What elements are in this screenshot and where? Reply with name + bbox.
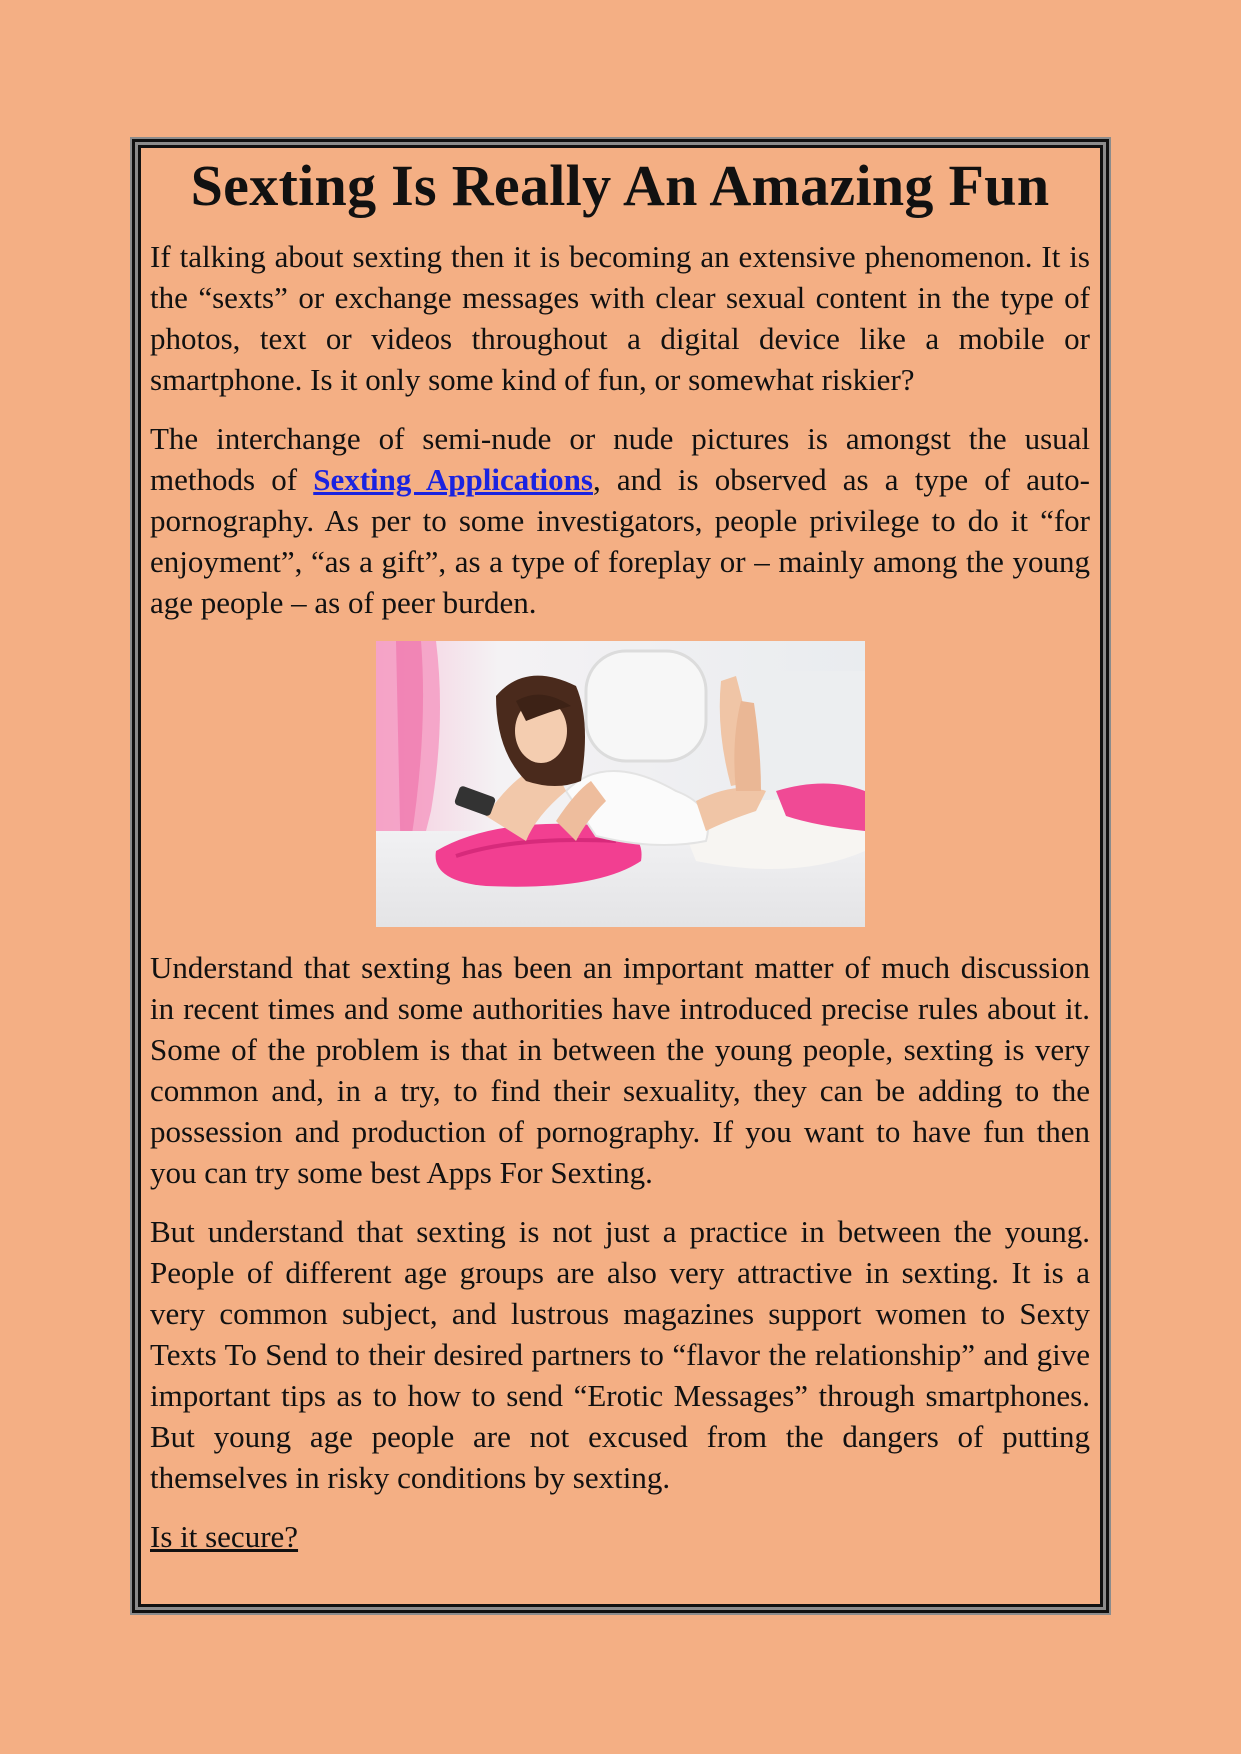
paragraph-intro: If talking about sexting then it is becoming an extensive phenomenon. It is the “sexts” or exchange messages with clear sexual content in the type of photos, text or videos throughout a digital device like a mobile or smartphone. Is it only some kind of fun, or somewhat riskier? — [150, 239, 1090, 397]
paragraph-discussion: Understand that sexting has been an important matter of much discussion in recent times and some authorities have introduced precise rules about it. Some of the problem is that in between the young people, sexting is very common and, in a try, to find their sexuality, they can be adding to the possession and production of pornography. If you want to have fun then you can try some best Apps For Sexting. — [150, 950, 1090, 1190]
paragraph-text: , and is observed as a type of auto-pornography. As per to some investigators, people privilege to do it “for enjoyment”, “as a gift”, as a type of foreplay or – mainly among the young age people – as of peer burden. — [150, 462, 1090, 620]
paragraph-interchange — [150, 418, 1090, 623]
paragraph-text: The interchange of semi-nude or nude pictures is amongst the usual methods of — [150, 421, 1090, 497]
article-title: Sexting Is Really An Amazing Fun — [190, 153, 1050, 218]
woman-with-phone-photo — [376, 641, 865, 927]
paragraph-practice: But understand that sexting is not just a practice in between the young. People of different age groups are also very attractive in sexting. It is a very common subject, and lustrous magazines support women to Sexty Texts To Send to their desired partners to “flavor the relationship” and give important tips as to how to send “Erotic Messages” through smartphones. But young age people are not excused from the dangers of putting themselves in risky conditions by sexting. — [150, 1214, 1090, 1495]
sexting-applications-link[interactable]: Sexting Applications — [313, 462, 593, 497]
photo-container — [150, 641, 1090, 927]
section-subheading: Is it secure? — [150, 1519, 299, 1554]
article-content — [150, 150, 1090, 1557]
